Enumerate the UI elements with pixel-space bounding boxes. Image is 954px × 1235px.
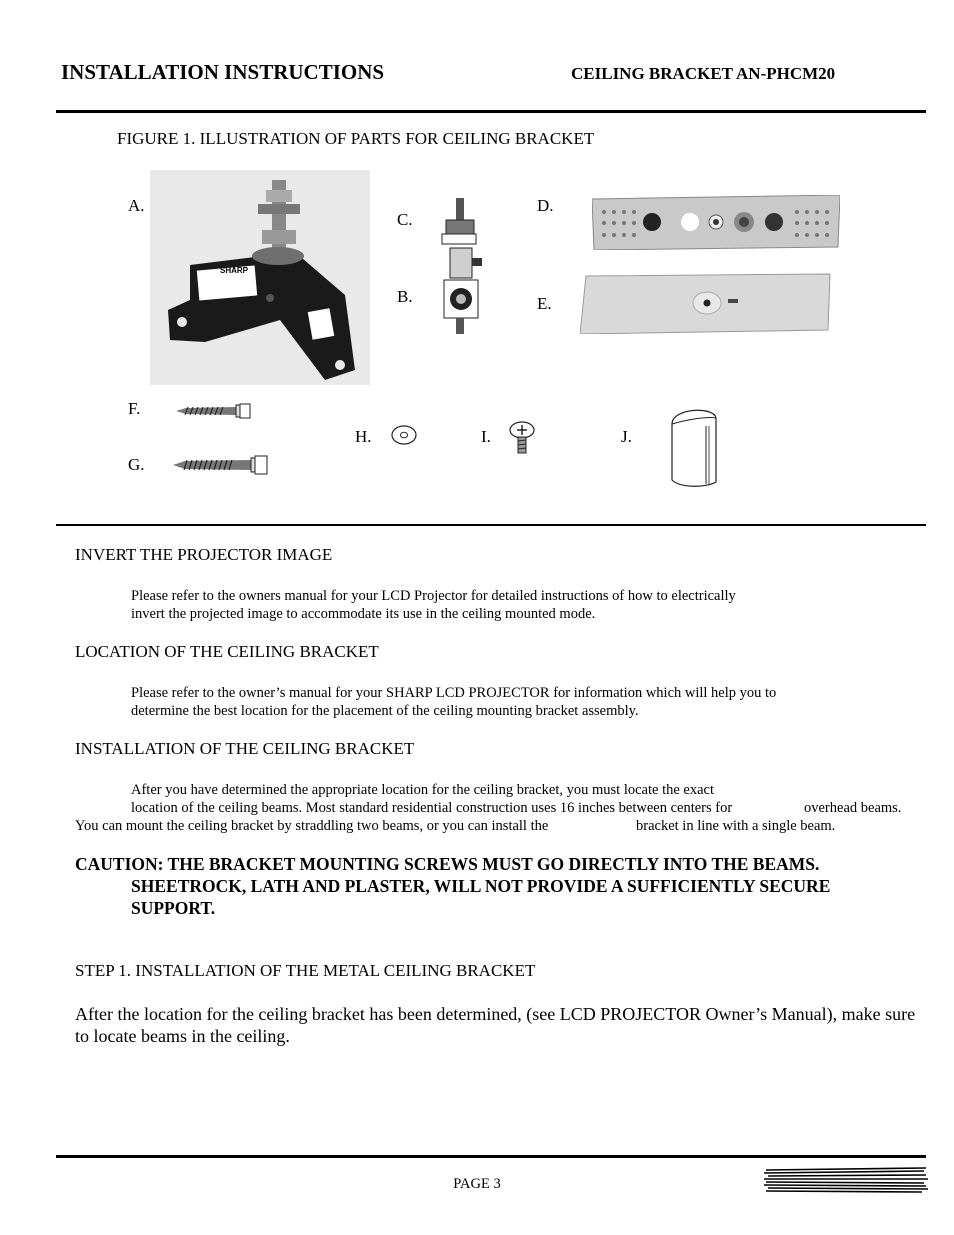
lag-screw-long-image — [173, 454, 269, 476]
part-label-c: C. — [397, 210, 413, 229]
machine-screw-image — [508, 420, 536, 454]
section-heading-installation: INSTALLATION OF THE CEILING BRACKET — [75, 739, 415, 758]
cable-sleeve-image — [666, 406, 722, 490]
bracket-brand-mark: SHARP — [220, 266, 249, 275]
document-title: INSTALLATION INSTRUCTIONS — [61, 60, 385, 84]
step-1-heading: STEP 1. INSTALLATION OF THE METAL CEILING BRACKET — [75, 961, 536, 980]
cover-plate-d-image — [592, 195, 840, 250]
location-text-line-1: Please refer to the owner’s manual for your SHARP LCD PROJECTOR for information which will help you to — [131, 685, 777, 701]
installation-text-line-2b: overhead beams. — [804, 800, 902, 816]
section-heading-location: LOCATION OF THE CEILING BRACKET — [75, 642, 379, 661]
product-name: CEILING BRACKET AN-PHCM20 — [571, 64, 836, 83]
footer-logo-mark — [764, 1167, 928, 1193]
figure-title: FIGURE 1. ILLUSTRATION OF PARTS FOR CEILING BRACKET — [117, 129, 595, 148]
bracket-plate-image — [150, 170, 370, 385]
installation-text-line-1: After you have determined the appropriate location for the ceiling bracket, you must locate the exact — [131, 782, 714, 798]
part-label-i: I. — [481, 427, 491, 446]
invert-text-line-1: Please refer to the owners manual for your LCD Projector for detailed instructions of how to electrically — [131, 588, 736, 604]
location-text-line-2: determine the best location for the placement of the ceiling mounting bracket assembly. — [131, 703, 639, 719]
caution-notice — [75, 853, 935, 919]
header-divider — [56, 110, 926, 113]
installation-text-line-3a: You can mount the ceiling bracket by straddling two beams, or you can install the — [75, 818, 549, 834]
part-label-b: B. — [397, 287, 413, 306]
swivel-assembly-image — [436, 198, 486, 336]
page-number: PAGE 3 — [453, 1176, 501, 1192]
lag-screw-short-image — [176, 402, 252, 420]
part-label-e: E. — [537, 294, 552, 313]
part-label-g: G. — [128, 455, 145, 474]
washer-image — [390, 424, 418, 446]
installation-text-line-2a: location of the ceiling beams. Most standard residential construction uses 16 inches between centers for — [131, 800, 733, 816]
invert-text-line-2: invert the projected image to accommodate its use in the ceiling mounted mode. — [131, 606, 596, 622]
section-heading-invert: INVERT THE PROJECTOR IMAGE — [75, 545, 333, 564]
footer-divider — [56, 1155, 926, 1158]
caution-line-3: SUPPORT. — [131, 898, 216, 918]
part-label-a: A. — [128, 196, 145, 215]
figure-divider — [56, 524, 926, 526]
part-label-j: J. — [621, 427, 632, 446]
part-label-d: D. — [537, 196, 554, 215]
installation-text-line-3b: bracket in line with a single beam. — [636, 818, 836, 834]
cover-plate-e-image — [580, 272, 832, 334]
part-label-f: F. — [128, 399, 141, 418]
caution-line-1: CAUTION: THE BRACKET MOUNTING SCREWS MUST GO DIRECTLY INTO THE BEAMS. — [75, 854, 820, 874]
step-1-body: After the location for the ceiling bracket has been determined, (see LCD PROJECTOR Owner’s Manual), make sure to locate beams in the ceiling. — [75, 1004, 916, 1046]
caution-line-2: SHEETROCK, LATH AND PLASTER, WILL NOT PROVIDE A SUFFICIENTLY SECURE — [131, 876, 831, 896]
part-label-h: H. — [355, 427, 372, 446]
